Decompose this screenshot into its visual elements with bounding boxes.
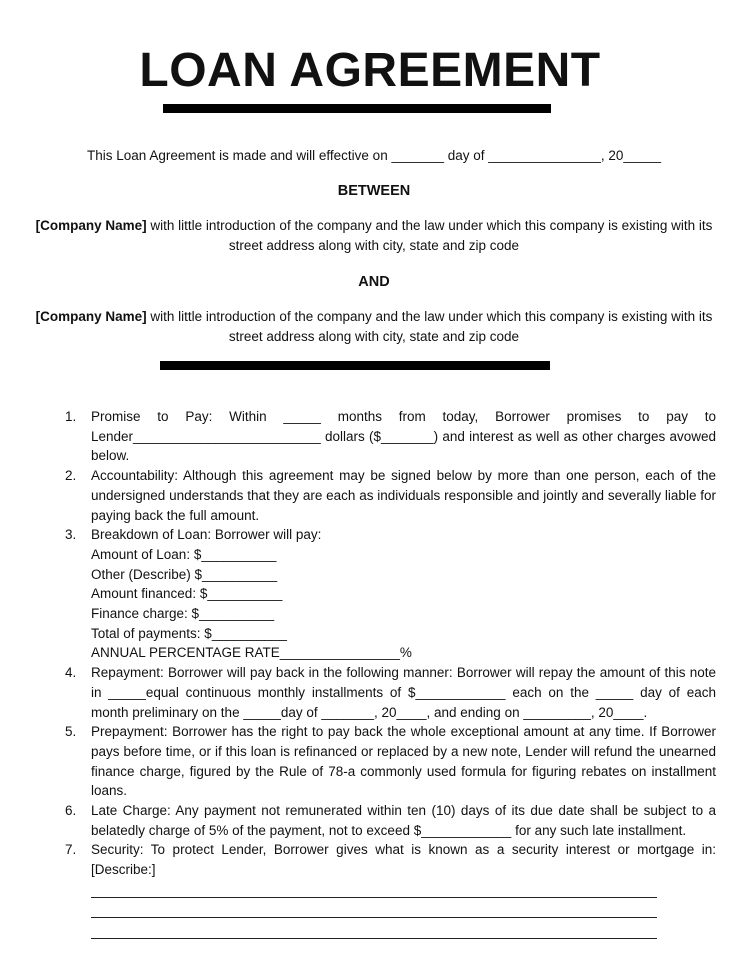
- term-text: Late Charge: Any payment not remunerated within ten (10) days of its due date shall be subject to a belatedly charge of 5% of the payment, not to exceed $____________ for any such late installment.: [91, 803, 716, 838]
- document-title: LOAN AGREEMENT: [139, 44, 601, 97]
- term-text: Breakdown of Loan: Borrower will pay:: [91, 527, 322, 543]
- title-underline-bar: [163, 104, 551, 113]
- breakdown-amount-financed: Amount financed: $__________: [91, 586, 283, 602]
- breakdown-amount-of-loan: Amount of Loan: $__________: [91, 546, 277, 562]
- term-number: 3.: [65, 527, 77, 543]
- term-item-breakdown: [62, 525, 716, 663]
- term-number: 6.: [65, 803, 77, 819]
- breakdown-other: Other (Describe) $__________: [91, 566, 278, 582]
- term-number: 4.: [65, 665, 77, 681]
- breakdown-total-of-payments: Total of payments: $__________: [91, 625, 287, 641]
- party-one-description: with little introduction of the company and the law under which this company is existing with its street address along with city, state and zip code: [146, 218, 713, 253]
- blank-line[interactable]: [91, 918, 657, 939]
- term-text: Security: To protect Lender, Borrower gives what is known as a security interest or mortgage in: [Describe:]: [91, 842, 716, 878]
- breakdown-apr: ANNUAL PERCENTAGE RATE________________%: [91, 645, 412, 661]
- effective-date-line: This Loan Agreement is made and will effective on _______ day of _______________, 20_____: [87, 148, 661, 163]
- blank-line[interactable]: [91, 877, 657, 898]
- party-two-paragraph: [30, 307, 718, 347]
- security-description-lines: [91, 877, 657, 939]
- term-number: 5.: [65, 724, 77, 740]
- term-item-repayment: [62, 663, 716, 722]
- term-text: Promise to Pay: Within _____ months from today, Borrower promises to pay to Lender_________________________ dollars ($_______) and interest as well as other charges avowed below.: [91, 409, 716, 464]
- term-number: 7.: [65, 842, 77, 858]
- term-number: 2.: [65, 468, 77, 484]
- party-one-name: [Company Name]: [35, 218, 147, 233]
- term-number: 1.: [65, 409, 77, 424]
- term-text: Prepayment: Borrower has the right to pay back the whole exceptional amount at any time. If Borrower pays before time, or if this loan is refinanced or replaced by a new note, Lender will refund the unearned finance charge, figured by the Rule of 78-a commonly used formula for figuring rebates on installment loans.: [91, 724, 716, 799]
- party-two-name: [Company Name]: [35, 309, 147, 324]
- party-two-description: with little introduction of the company and the law under which this company is existing with its street address along with city, state and zip code: [146, 309, 713, 344]
- term-text: Accountability: Although this agreement may be signed below by more than one person, each of the undersigned understands that they are each as individuals responsible and jointly and severally liable for paying back the full amount.: [91, 468, 716, 523]
- and-heading: AND: [358, 274, 390, 290]
- between-heading: BETWEEN: [337, 183, 411, 199]
- term-text: Repayment: Borrower will pay back in the following manner: Borrower will repay the amount of this note in _____equal continuous monthly installments of $____________ each on the _____ day of each month preliminary on the _____day of _______, 20____, and ending on _________, 20____.: [91, 665, 716, 720]
- section-divider-bar: [160, 361, 550, 370]
- term-item-promise-to-pay: [62, 407, 716, 466]
- breakdown-finance-charge: Finance charge: $__________: [91, 606, 275, 622]
- term-item-accountability: [62, 466, 716, 525]
- blank-line[interactable]: [91, 898, 657, 919]
- party-one-paragraph: [30, 216, 718, 256]
- term-item-prepayment: [62, 722, 716, 801]
- term-item-late-charge: [62, 801, 716, 840]
- terms-list: [62, 407, 716, 880]
- term-item-security: [62, 840, 716, 879]
